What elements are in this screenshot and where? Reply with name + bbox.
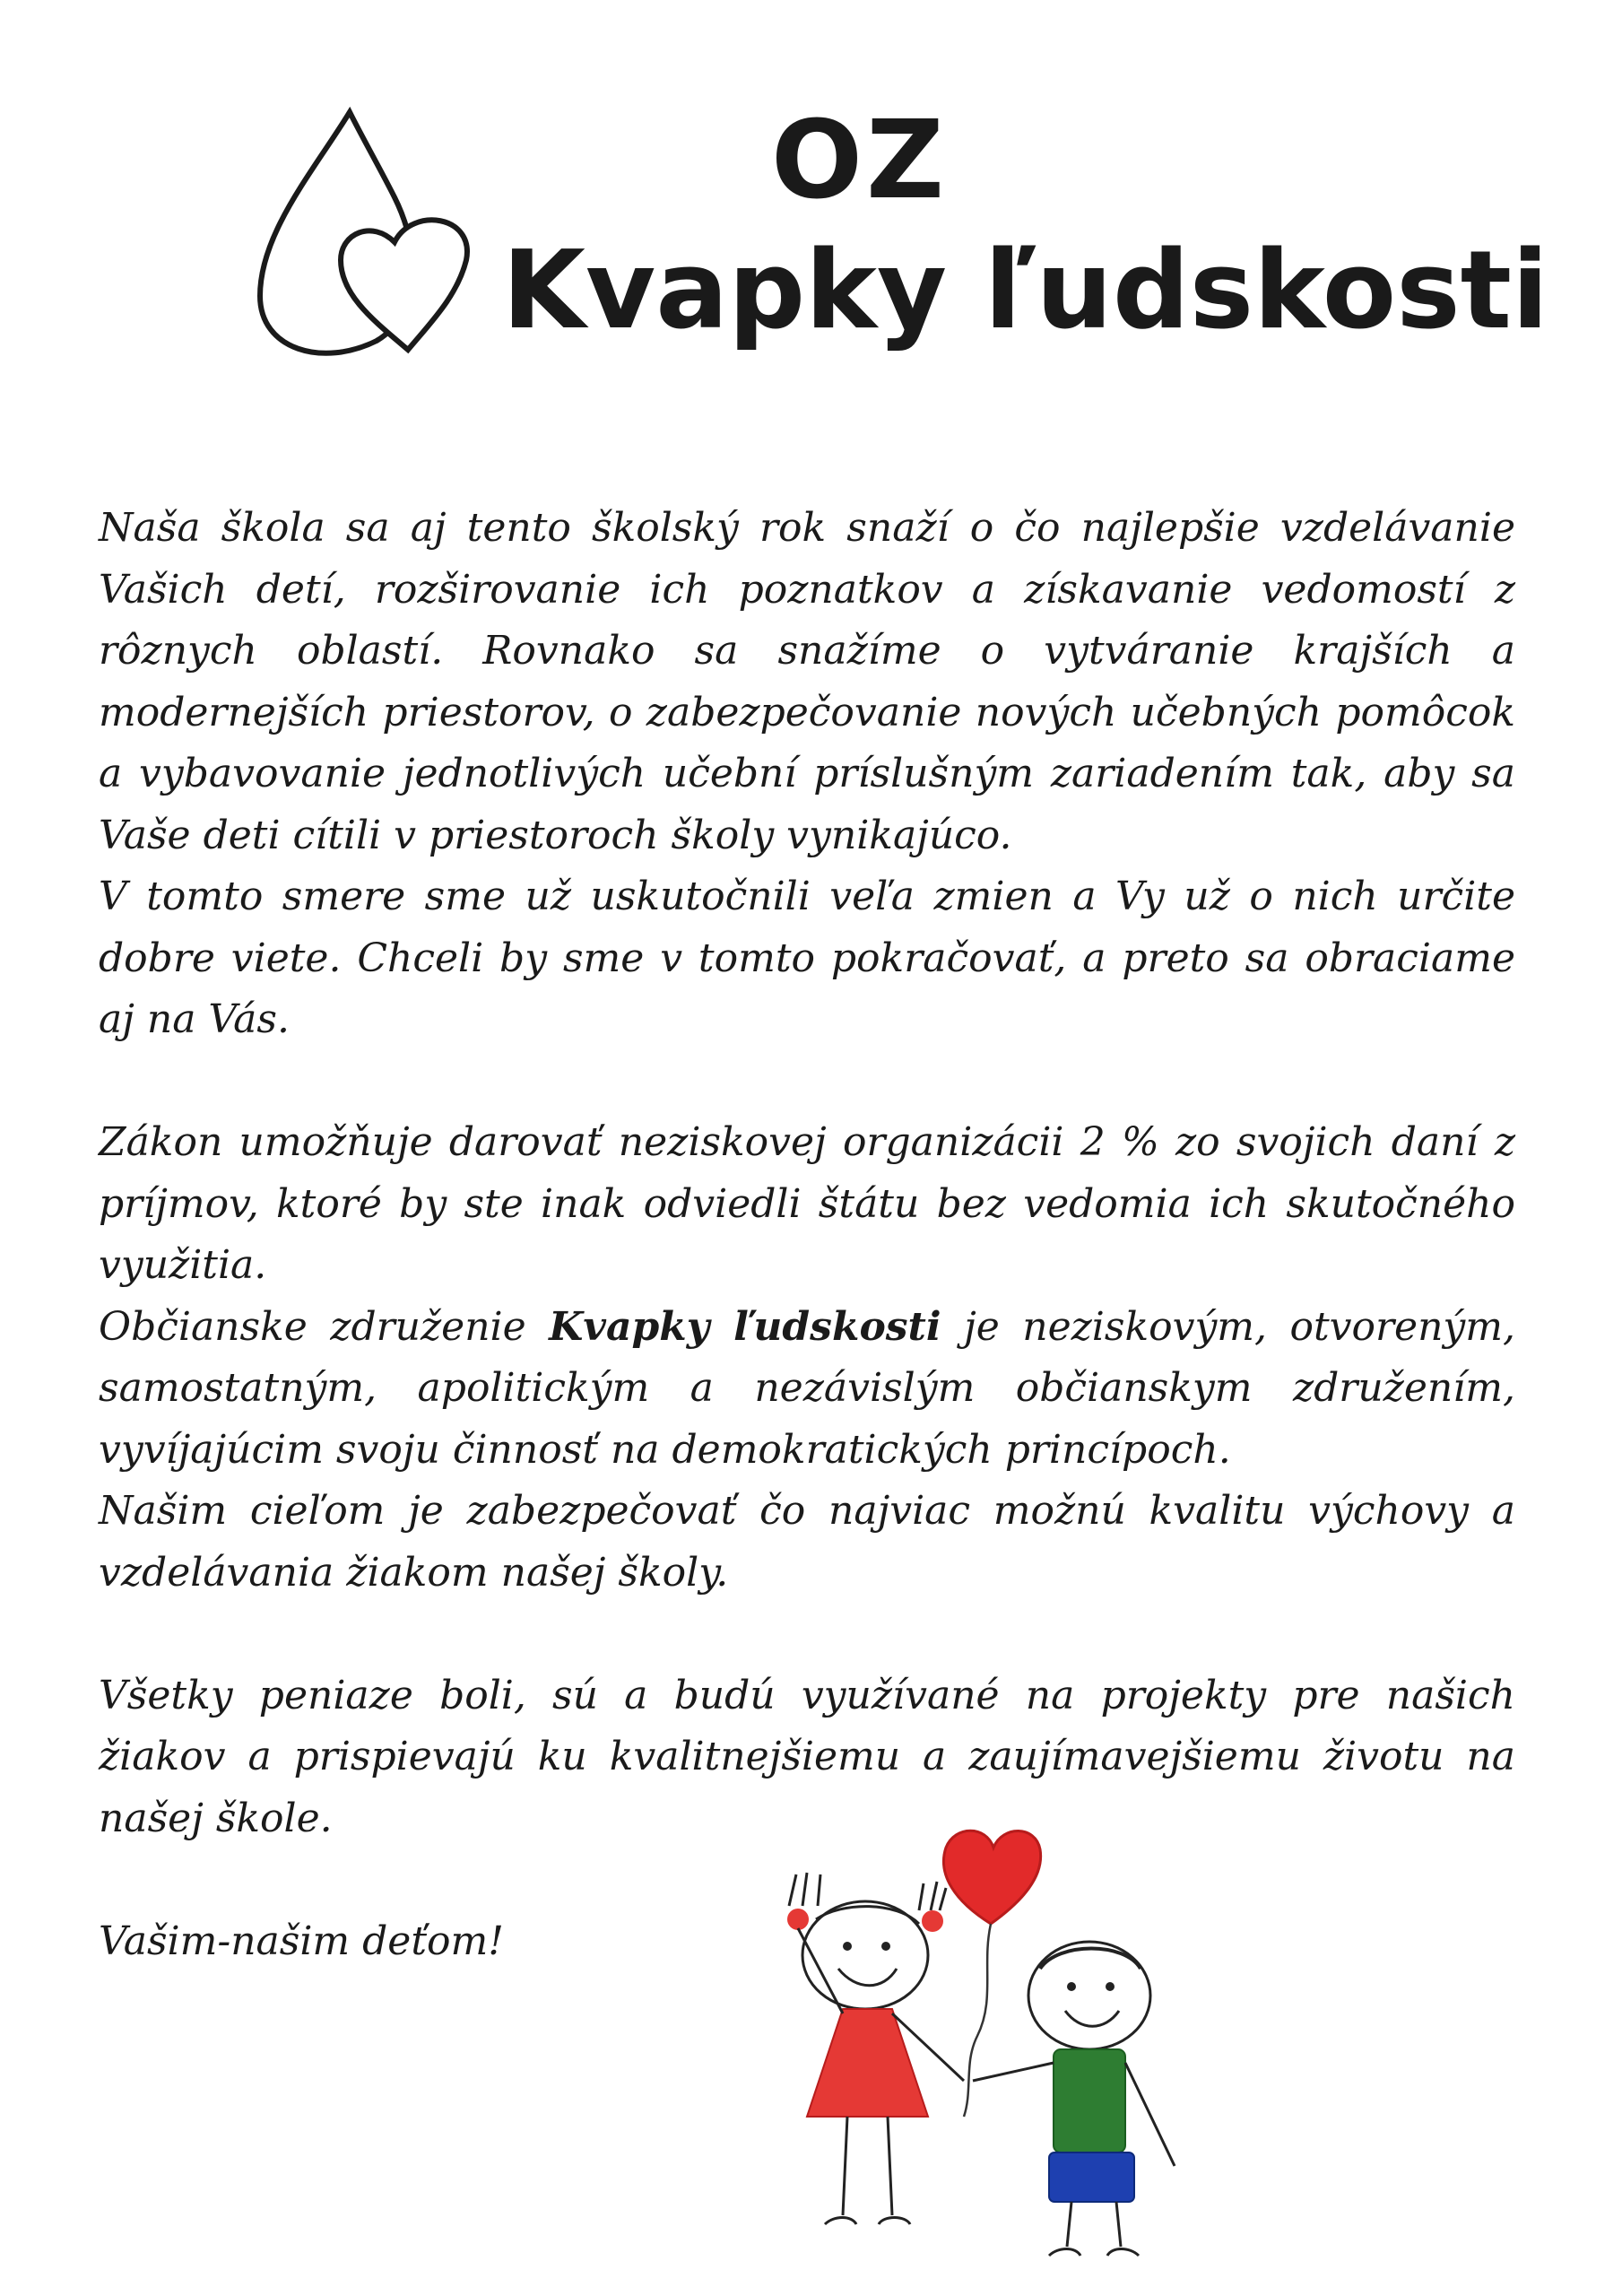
paragraph-money: Všetky peniaze boli, sú a budú využívané na projekty pre našich žiakov a prispievajú ku kvalitnejšiemu a zaujímavejšiemu životu na našej škole. (99, 1672, 1515, 1841)
org-name: Kvapky ľudskosti (502, 229, 1549, 353)
paragraph-goal: Našim cieľom je zabezpečovať čo najviac možnú kvalitu výchovy a vzdelávania žiakom našej školy. (99, 1488, 1515, 1596)
association-prefix: Občianske združenie (99, 1303, 550, 1350)
letter-body (99, 498, 1515, 1972)
paragraph-intro: Naša škola sa aj tento školský rok snaží o čo najlepšie vzdelávanie Vašich detí, rozširovanie ich poznatkov a získavanie vedomostí z rôznych oblastí. Rovnako sa snažíme o vytváranie krajších a modernejších priestorov, o zabezpečovanie nových učebných pomôcok a vybavovanie jednotlivých učební príslušným zariadením tak, aby sa Vaše deti cítili v priestoroch školy vynikajúco. (99, 505, 1515, 858)
illustration (771, 1821, 1201, 2269)
spacer (99, 1604, 1515, 1665)
girl-figure (787, 1873, 964, 2224)
association-description: je neziskovým, otvoreným, samostatným, apolitickým a nezávislým občianskym združením, vyvíjajúcim svoju činnosť na demokratických princípoch. (99, 1303, 1515, 1473)
org-abbreviation: OZ (771, 99, 949, 223)
drop-heart-icon (242, 99, 511, 368)
logo (242, 99, 511, 368)
children-with-heart-balloon-icon (771, 1821, 1201, 2269)
paragraph-association (99, 1297, 1515, 1482)
paragraph-law: Zákon umožňuje darovať neziskovej organizácii 2 % zo svojich daní z príjmov, ktoré by ste inak odviedli štátu bez vedomia ich skutočného využitia. (99, 1119, 1515, 1288)
boy-figure (973, 1942, 1175, 2256)
heart-outline (341, 220, 467, 350)
heart-balloon (943, 1831, 1040, 1924)
association-name: Kvapky ľudskosti (549, 1303, 941, 1350)
balloon-string (964, 1924, 991, 2117)
spacer (99, 1051, 1515, 1113)
closing-line: Vašim-našim deťom! (99, 1918, 504, 1964)
paragraph-continue: V tomto smere sme už uskutočnili veľa zmien a Vy už o nich určite dobre viete. Chceli by sme v tomto pokračovať, a preto sa obraciame aj na Vás. (99, 874, 1515, 1042)
